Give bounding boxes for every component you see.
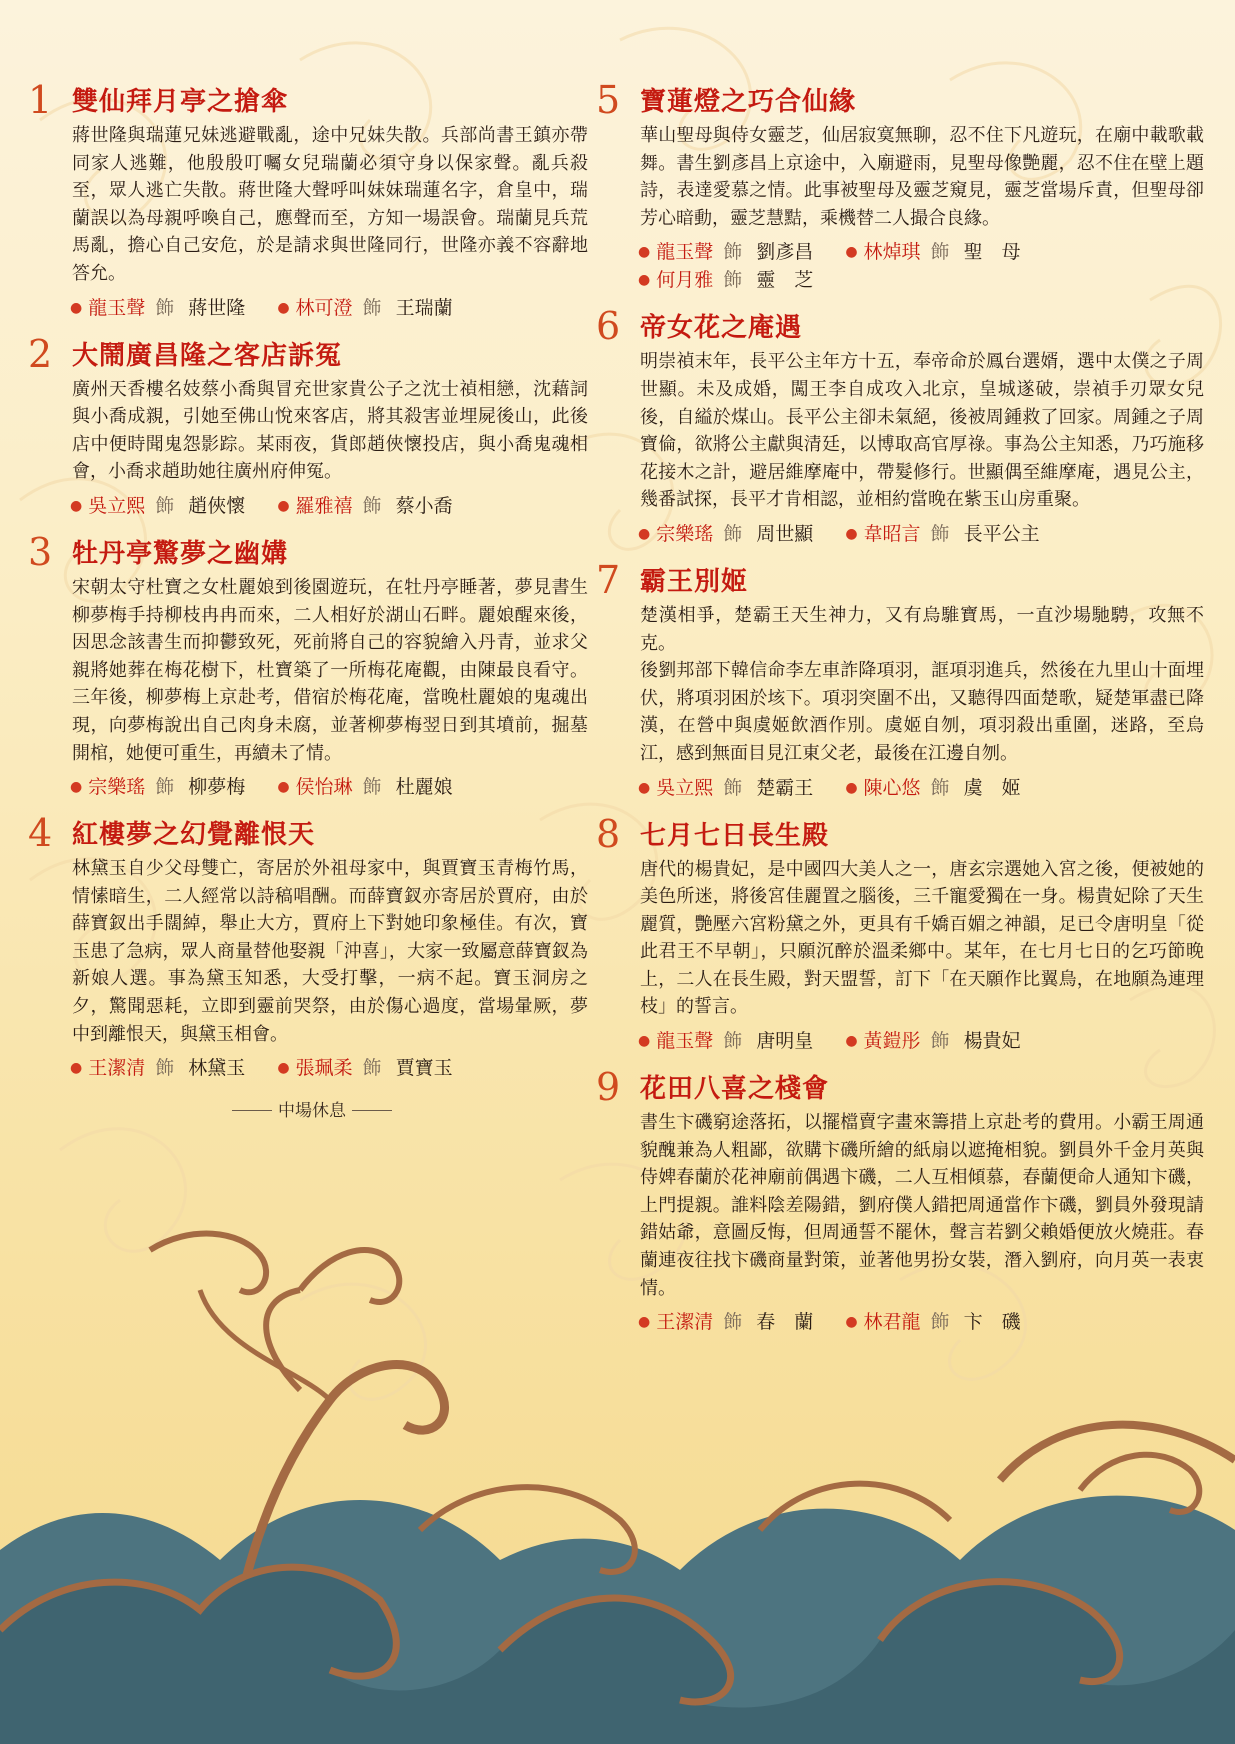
cast-list xyxy=(70,1054,588,1082)
act-title: 七月七日長生殿 xyxy=(640,820,830,851)
act-number: 5 xyxy=(596,78,621,122)
right-column xyxy=(596,78,1204,1346)
act-synopsis: 廣州天香樓名妓蔡小喬與冒充世家貴公子之沈士禎相戀，沈藉詞與小喬成親，引她至佛山悅來客店，將其殺害並埋屍後山，此後店中便時聞鬼怨影踪。某雨夜，貨郎趙俠懷投店，與小喬鬼魂相會，小喬求趙助她往廣州府伸冤。 xyxy=(72,378,588,483)
cast-list xyxy=(70,773,588,801)
act-title: 霸王別姬 xyxy=(640,566,749,597)
cast-entry: ● 林焯琪 飾 聖 母 xyxy=(845,241,1021,264)
act-number: 1 xyxy=(28,78,53,122)
cast-entry: ● 何月雅 飾 靈 芝 xyxy=(638,269,814,292)
cast-list xyxy=(70,294,588,322)
act-1 xyxy=(28,78,588,322)
act-3 xyxy=(28,530,588,801)
cast-list xyxy=(70,492,588,520)
cast-entry: ● 王潔清 飾 林黛玉 xyxy=(70,1057,246,1080)
act-number: 9 xyxy=(596,1065,621,1110)
cast-entry: ● 龍玉聲 飾 蔣世隆 xyxy=(70,296,246,319)
cast-list xyxy=(638,1027,1204,1055)
cast-entry: ● 羅雅禧 飾 蔡小喬 xyxy=(277,494,453,517)
cast-entry: ● 林可澄 飾 王瑞蘭 xyxy=(277,296,453,319)
cast-entry: ● 宗樂瑤 飾 周世顯 xyxy=(638,522,814,545)
act-title: 大鬧廣昌隆之客店訴冤 xyxy=(72,340,343,371)
act-6 xyxy=(596,304,1204,548)
cast-entry: ● 黃鎧彤 飾 楊貴妃 xyxy=(845,1030,1021,1053)
cast-entry: ● 韋昭言 飾 長平公主 xyxy=(845,522,1040,545)
act-synopsis: 書生卞磯窮途落拓，以擺檔賣字畫來籌措上京赴考的費用。小霸王周通貌醜兼為人粗鄙，欲購卞磯所繪的紙扇以遮掩相貌。劉員外千金月英與侍婢春蘭於花神廟前偶遇卞磯，二人互相傾慕，春蘭便命人通知卞磯，上門提親。誰料陰差陽錯，劉府僕人錯把周通當作卞磯，劉員外發現請錯姑爺，意圖反悔，但周通誓不罷休，聲言若劉父賴婚便放火燒莊。春蘭連夜往找卞磯商量對策，並著他男扮女裝，潛入劉府，向月英一表衷情。 xyxy=(640,1112,1204,1299)
act-number: 2 xyxy=(28,331,53,376)
cast-entry: ● 龍玉聲 飾 劉彥昌 xyxy=(638,241,814,264)
act-synopsis: 華山聖母與侍女靈芝，仙居寂寞無聊，忍不住下凡遊玩，在廟中載歌載舞。書生劉彥昌上京途中，入廟避雨，見聖母像艷麗，忍不住在壁上題詩，表達愛慕之情。此事被聖母及靈芝窺見，靈芝當場斥責，但聖母卻芳心暗動，靈芝慧黠，乘機替二人撮合良緣。 xyxy=(640,125,1204,229)
intermission-label: 中場休息 xyxy=(72,1096,552,1121)
act-number: 7 xyxy=(596,557,621,602)
cast-list xyxy=(638,238,1204,294)
act-7 xyxy=(596,558,1204,802)
left-column xyxy=(28,78,588,1121)
act-synopsis: 明崇禎末年，長平公主年方十五，奉帝命於鳳台選婿，選中太僕之子周世顯。未及成婚，闖王李自成攻入北京，皇城遂破，崇禎手刃眾女兒後，自縊於煤山。長平公主卻未氣絕，後被周鍾救了回家。周鍾之子周寶倫，欲將公主獻與清廷，以博取高官厚祿。事為公主知悉，乃巧施移花接木之計，避居維摩庵中，帶髮修行。世顯偶至維摩庵，遇見公主，幾番試探，長平才肯相認，並相約當晚在紫玉山房重聚。 xyxy=(640,351,1204,511)
act-number: 4 xyxy=(28,811,53,856)
act-title: 雙仙拜月亭之搶傘 xyxy=(72,87,289,117)
act-title: 帝女花之庵遇 xyxy=(640,313,803,344)
act-9 xyxy=(596,1065,1204,1336)
cast-list xyxy=(638,1308,1204,1336)
cast-entry: ● 吳立熙 飾 楚霸王 xyxy=(638,776,814,799)
act-number: 6 xyxy=(596,304,621,349)
act-synopsis: 宋朝太守杜寶之女杜麗娘到後園遊玩，在牡丹亭睡著，夢見書生柳夢梅手持柳枝冉冉而來，二人相好於湖山石畔。麗娘醒來後，因思念該書生而抑鬱致死，死前將自己的容貌繪入丹青，並求父親將她葬在梅花樹下，杜寶築了一所梅花庵觀，由陳最良看守。三年後，柳夢梅上京赴考，借宿於梅花庵，當晚杜麗娘的鬼魂出現，向夢梅說出自己肉身未腐，並著柳夢梅翌日到其墳前，掘墓開棺，她便可重生，再續未了情。 xyxy=(72,576,588,764)
cast-entry: ● 林君龍 飾 卞 磯 xyxy=(845,1311,1021,1334)
act-synopsis: 林黛玉自少父母雙亡，寄居於外祖母家中，與賈寶玉青梅竹馬，情愫暗生，二人經常以詩稿唱酬。而薛寶釵亦寄居於賈府，由於薛寶釵出手闊綽，舉止大方，賈府上下對她印象極佳。有次，寶玉患了急病，眾人商量替他娶親「沖喜」，大家一致屬意薛寶釵為新娘人選。事為黛玉知悉，大受打擊，一病不起。寶玉洞房之夕，驚聞惡耗，立即到靈前哭祭，由於傷心過度，當場暈厥，夢中到離恨天，與黛玉相會。 xyxy=(72,858,588,1045)
act-synopsis: 唐代的楊貴妃，是中國四大美人之一，唐玄宗選她入宮之後，便被她的美色所迷，將後宮佳麗置之腦後，三千寵愛獨在一身。楊貴妃除了天生麗質，艷壓六宮粉黛之外，更具有千嬌百媚之神韻，足已令唐明皇「從此君王不早朝」，只願沉醉於溫柔鄉中。某年，在七月七日的乞巧節晚上，二人在長生殿，對天盟誓，訂下「在天願作比翼鳥，在地願為連理枝」的誓言。 xyxy=(640,858,1204,1018)
act-number: 3 xyxy=(28,529,53,574)
cast-list xyxy=(638,774,1204,802)
cast-entry: ● 侯怡琳 飾 杜麗娘 xyxy=(277,776,453,799)
cast-entry: ● 宗樂瑤 飾 柳夢梅 xyxy=(70,776,246,799)
cast-entry: ● 張珮柔 飾 賈寶玉 xyxy=(277,1057,453,1080)
cast-entry: ● 吳立熙 飾 趙俠懷 xyxy=(70,494,246,517)
cast-list xyxy=(638,520,1204,548)
act-title: 寶蓮燈之巧合仙緣 xyxy=(640,87,857,117)
act-8 xyxy=(596,812,1204,1056)
act-4 xyxy=(28,811,588,1082)
act-title: 紅樓夢之幻覺離恨天 xyxy=(72,820,316,851)
act-synopsis: 楚漢相爭，楚霸王天生神力，又有烏騅寶馬，一直沙場馳騁，攻無不克。 後劉邦部下韓信命李左車詐降項羽，誆項羽進兵，然後在九里山十面埋伏，將項羽困於垓下。項羽突圍不出，又聽得四面楚歌，疑楚軍盡已降漢，在營中與虞姬飲酒作別。虞姬自刎，項羽殺出重圍，迷路，至烏江，感到無面目見江東父老，最後在江邊自刎。 xyxy=(640,604,1204,764)
cast-entry: ● 龍玉聲 飾 唐明皇 xyxy=(638,1030,814,1053)
act-2 xyxy=(28,332,588,520)
cast-entry: ● 陳心悠 飾 虞 姬 xyxy=(845,776,1021,799)
act-number: 8 xyxy=(596,811,621,856)
act-synopsis: 蔣世隆與瑞蓮兄妹逃避戰亂，途中兄妹失散。兵部尚書王鎮亦帶同家人逃難，他殷殷叮囑女兒瑞蘭必須守身以保家聲。亂兵殺至，眾人逃亡失散。蔣世隆大聲呼叫妹妹瑞蓮名字，倉皇中，瑞蘭誤以為母親呼喚自己，應聲而至，方知一場誤會。瑞蘭見兵荒馬亂，擔心自己安危，於是請求與世隆同行，世隆亦義不容辭地答允。 xyxy=(72,125,588,284)
act-title: 牡丹亭驚夢之幽媾 xyxy=(72,538,289,569)
cast-entry: ● 王潔清 飾 春 蘭 xyxy=(638,1311,814,1334)
act-title: 花田八喜之棧會 xyxy=(640,1074,830,1105)
act-5 xyxy=(596,78,1204,294)
